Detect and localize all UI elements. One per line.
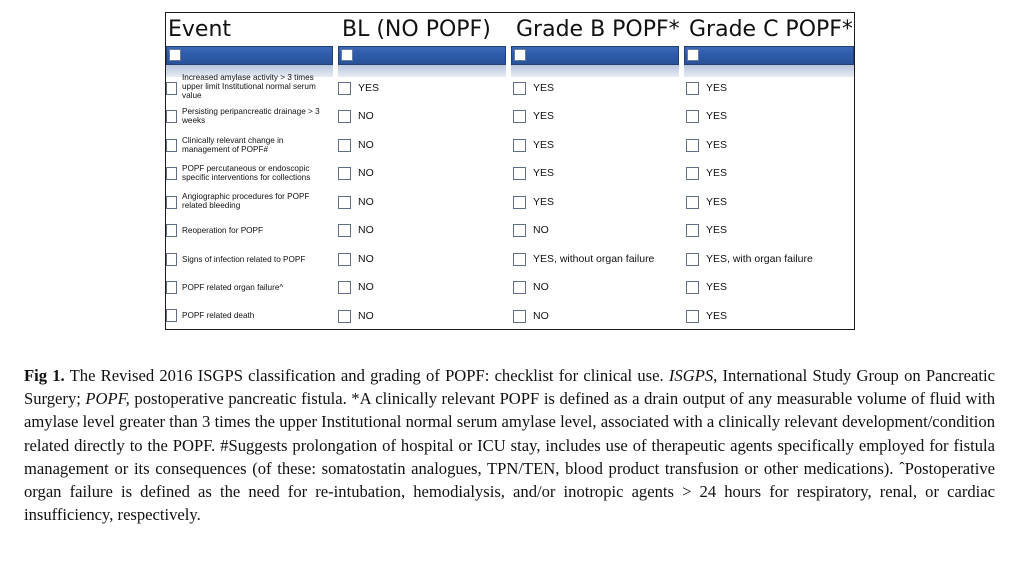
grade-b-checkbox[interactable] — [513, 139, 526, 152]
bl-value: NO — [358, 110, 374, 122]
grade-c-checkbox[interactable] — [686, 224, 699, 237]
grade-b-cell — [513, 109, 554, 123]
bl-value: NO — [358, 281, 374, 293]
grade-b-checkbox[interactable] — [513, 82, 526, 95]
bl-cell — [338, 138, 374, 152]
grade-b-checkbox[interactable] — [513, 224, 526, 237]
bl-checkbox[interactable] — [338, 224, 351, 237]
grade-b-value: NO — [533, 224, 549, 236]
grade-b-value: YES — [533, 110, 555, 122]
grade-b-cell — [513, 81, 554, 95]
header-band-grade-c — [684, 46, 854, 65]
header-shade-grade-b — [511, 65, 679, 77]
grade-b-checkbox[interactable] — [513, 110, 526, 123]
header-grade-c: Grade C POPF* — [689, 17, 853, 42]
bl-value: NO — [358, 253, 374, 265]
bl-value: YES — [358, 82, 380, 94]
grade-c-value: YES — [706, 281, 728, 293]
row-checkbox[interactable] — [166, 224, 177, 237]
header-band-grade-b — [511, 46, 679, 65]
header-grade-b: Grade B POPF* — [516, 17, 680, 42]
bl-checkbox[interactable] — [338, 281, 351, 294]
grade-b-cell — [513, 223, 549, 237]
caption-abbr-isgps: ISGPS — [668, 366, 714, 385]
grade-b-checkbox[interactable] — [513, 253, 526, 266]
popf-checklist-figure — [165, 12, 855, 330]
row-checkbox[interactable] — [166, 253, 177, 266]
row-checkbox[interactable] — [166, 82, 177, 95]
grade-b-value: YES — [533, 196, 555, 208]
grade-b-cell — [513, 280, 549, 294]
event-label: POPF percutaneous or endoscopic specific interventions for collections — [182, 164, 311, 182]
bl-cell — [338, 109, 374, 123]
header-checkbox-bl[interactable] — [341, 49, 353, 61]
grade-c-cell — [686, 309, 727, 323]
event-label: Signs of infection related to POPF — [182, 255, 306, 264]
bl-value: NO — [358, 196, 374, 208]
grade-b-value: YES, without organ failure — [533, 253, 655, 265]
row-checkbox[interactable] — [166, 281, 177, 294]
caption-label: Fig 1. — [24, 366, 65, 385]
row-checkbox[interactable] — [166, 309, 177, 322]
grade-c-checkbox[interactable] — [686, 139, 699, 152]
bl-value: NO — [358, 139, 374, 151]
event-label: POPF related organ failure^ — [182, 283, 284, 292]
grade-c-checkbox[interactable] — [686, 110, 699, 123]
grade-c-checkbox[interactable] — [686, 82, 699, 95]
header-shade-grade-c — [684, 65, 854, 77]
bl-checkbox[interactable] — [338, 82, 351, 95]
caption-abbr-popf: POPF, — [85, 389, 130, 409]
bl-checkbox[interactable] — [338, 196, 351, 209]
row-checkbox[interactable] — [166, 196, 177, 209]
grade-b-checkbox[interactable] — [513, 167, 526, 180]
grade-b-value: YES — [533, 82, 555, 94]
grade-b-checkbox[interactable] — [513, 310, 526, 323]
bl-value: NO — [358, 224, 374, 236]
bl-checkbox[interactable] — [338, 139, 351, 152]
grade-c-cell — [686, 81, 727, 95]
caption-text-3: postoperative pancreatic fistula. *A clinically relevant POPF is defined as a drain output of any measurable volume of fluid with amylase level greater than 3 times the upper Institutional normal serum amylase level, associated with a clinically relevant development/condition related directly to the POPF. #Suggests prolongation of hospital or ICU stay, includes use of therapeutic agents specifically employed for fistula management or its consequences (of these: somatostatin analogues, TPN/TEN, blood product transfusion or other medications). ˆPostoperative organ failure is defined as the need for re-intubation, hemodialysis, and/or inotropic agents > 24 hours for respiratory, renal, or cardiac insufficiency, respectively. — [24, 389, 995, 525]
grade-c-checkbox[interactable] — [686, 281, 699, 294]
event-label: Increased amylase activity > 3 times upper limit Institutional normal serum value — [182, 73, 316, 100]
bl-cell — [338, 280, 374, 294]
grade-b-value: NO — [533, 310, 549, 322]
row-checkbox[interactable] — [166, 139, 177, 152]
bl-value: NO — [358, 167, 374, 179]
grade-c-value: YES — [706, 139, 728, 151]
grade-c-value: YES — [706, 110, 728, 122]
grade-c-checkbox[interactable] — [686, 167, 699, 180]
header-checkbox-grade-b[interactable] — [514, 49, 526, 61]
bl-checkbox[interactable] — [338, 253, 351, 266]
event-label: Angiographic procedures for POPF related bleeding — [182, 192, 310, 210]
grade-c-checkbox[interactable] — [686, 310, 699, 323]
header-band-bl — [338, 46, 506, 65]
grade-b-cell — [513, 138, 554, 152]
grade-b-cell — [513, 195, 554, 209]
figure-caption — [24, 364, 995, 526]
row-checkbox[interactable] — [166, 167, 177, 180]
event-label: Clinically relevant change in management of POPF# — [182, 136, 284, 154]
bl-cell — [338, 166, 374, 180]
grade-b-value: YES — [533, 139, 555, 151]
grade-b-checkbox[interactable] — [513, 281, 526, 294]
header-shade-bl — [338, 65, 506, 77]
grade-c-value: YES — [706, 196, 728, 208]
grade-c-value: YES — [706, 167, 728, 179]
grade-c-checkbox[interactable] — [686, 253, 699, 266]
grade-c-cell — [686, 138, 727, 152]
row-checkbox[interactable] — [166, 110, 177, 123]
bl-cell — [338, 81, 379, 95]
bl-checkbox[interactable] — [338, 110, 351, 123]
grade-c-checkbox[interactable] — [686, 196, 699, 209]
bl-checkbox[interactable] — [338, 167, 351, 180]
grade-b-cell — [513, 166, 554, 180]
event-label: Reoperation for POPF — [182, 226, 264, 235]
grade-c-cell — [686, 166, 727, 180]
grade-c-cell — [686, 109, 727, 123]
caption-text-1: The Revised 2016 ISGPS classification and grading of POPF: checklist for clinical use. — [64, 366, 669, 385]
grade-c-value: YES, with organ failure — [706, 253, 813, 265]
bl-cell — [338, 223, 374, 237]
event-label: Persisting peripancreatic drainage > 3 weeks — [182, 107, 320, 125]
grade-b-checkbox[interactable] — [513, 196, 526, 209]
grade-b-value: YES — [533, 167, 555, 179]
header-event: Event — [168, 17, 232, 42]
header-bl: BL (NO POPF) — [342, 17, 491, 42]
grade-c-value: YES — [706, 224, 728, 236]
bl-checkbox[interactable] — [338, 310, 351, 323]
grade-b-cell — [513, 252, 654, 266]
grade-c-value: YES — [706, 310, 728, 322]
caption-text-2: , International Study Group on Pancreatic Surgery; — [24, 366, 995, 409]
grade-b-value: NO — [533, 281, 549, 293]
grade-c-cell — [686, 252, 813, 266]
grade-c-cell — [686, 280, 727, 294]
header-checkbox-event[interactable] — [169, 49, 181, 61]
grade-c-cell — [686, 223, 727, 237]
grade-c-cell — [686, 195, 727, 209]
header-band-event — [166, 46, 333, 65]
header-checkbox-grade-c[interactable] — [687, 49, 699, 61]
event-label: POPF related death — [182, 311, 255, 320]
bl-cell — [338, 252, 374, 266]
bl-cell — [338, 195, 374, 209]
grade-b-cell — [513, 309, 549, 323]
bl-value: NO — [358, 310, 374, 322]
bl-cell — [338, 309, 374, 323]
grade-c-value: YES — [706, 82, 728, 94]
